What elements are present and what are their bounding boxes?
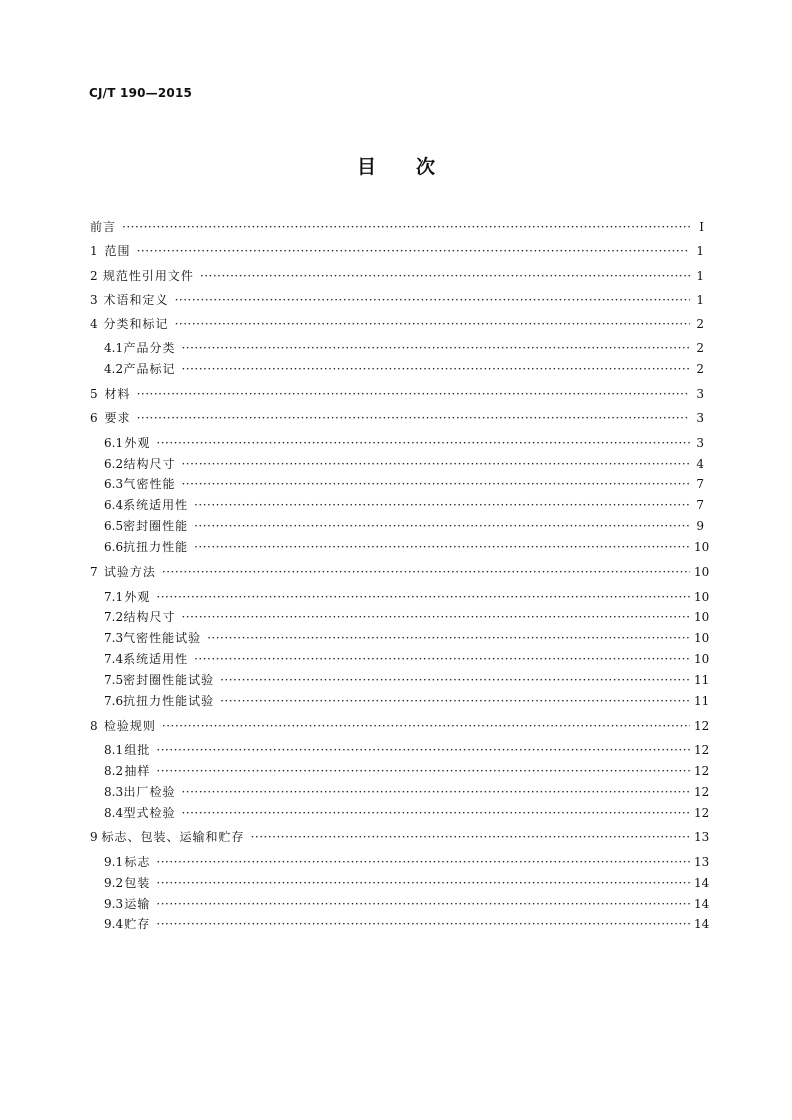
toc-subentry[interactable] (104, 476, 704, 492)
toc-leader-dots (162, 718, 690, 734)
toc-entry-label: 组批 (124, 743, 151, 757)
toc-entry[interactable] (90, 829, 710, 845)
toc-entry-label: 型式检验 (123, 806, 176, 820)
toc-entry-number: 6.6 (104, 540, 124, 554)
toc-entry-label: 分类和标记 (103, 317, 169, 331)
toc-leader-dots (181, 456, 690, 472)
toc-leader-dots (156, 875, 690, 891)
toc-entry-label: 贮存 (124, 917, 151, 931)
standard-code: CJ/T 190—2015 (89, 86, 193, 100)
toc-entry-page: Ⅰ (699, 220, 704, 234)
toc-leader-dots (181, 361, 690, 377)
toc-entry-page: 10 (694, 540, 710, 554)
toc-entry-number: 7.6 (104, 694, 124, 708)
toc-entry-page: 2 (696, 317, 704, 331)
toc-entry-page: 10 (694, 652, 710, 666)
toc-subentry[interactable] (104, 456, 704, 472)
toc-subentry[interactable] (104, 361, 704, 377)
toc-subentry[interactable] (104, 916, 710, 932)
toc-leader-dots (181, 476, 690, 492)
toc-entry-page: 7 (696, 477, 704, 491)
toc-entry-number: 4 (90, 317, 98, 331)
toc-entry-label: 密封圈性能 (123, 519, 189, 533)
toc-entry-page: 4 (696, 457, 704, 471)
toc-entry-page: 12 (694, 743, 710, 757)
toc-subentry[interactable] (104, 340, 704, 356)
toc-entry-label: 气密性能试验 (123, 631, 202, 645)
toc-entry[interactable] (90, 268, 704, 284)
toc-entry-number: 8.4 (104, 806, 124, 820)
toc-entry-page: 10 (694, 565, 710, 579)
toc-subentry[interactable] (104, 539, 710, 555)
toc-entry-label: 系统适用性 (123, 652, 189, 666)
toc-entry-label: 外观 (124, 436, 151, 450)
toc-entry-number: 9.4 (104, 917, 124, 931)
toc-subentry[interactable] (104, 854, 710, 870)
toc-entry-label: 结构尺寸 (123, 610, 176, 624)
toc-leader-dots (156, 435, 690, 451)
toc-entry-page: 12 (694, 806, 710, 820)
toc-entry-page: 12 (694, 785, 710, 799)
toc-subentry[interactable] (104, 609, 710, 625)
toc-entry-label: 抽样 (124, 764, 151, 778)
toc-subentry[interactable] (104, 784, 710, 800)
toc-entry-page: 12 (694, 719, 710, 733)
toc-entry[interactable] (90, 386, 704, 402)
toc-entry-page: 14 (694, 897, 710, 911)
toc-entry-number: 6 (90, 411, 98, 425)
toc-leader-dots (200, 268, 690, 284)
toc-subentry[interactable] (104, 875, 710, 891)
toc-leader-dots (122, 219, 690, 235)
toc-subentry[interactable] (104, 497, 704, 513)
toc-leader-dots (194, 497, 690, 513)
toc-entry-number: 7.2 (104, 610, 124, 624)
toc-leader-dots (156, 854, 690, 870)
toc-leader-dots (156, 589, 690, 605)
toc-subentry[interactable] (104, 742, 710, 758)
toc-leader-dots (156, 742, 690, 758)
toc-entry-page: 1 (696, 269, 704, 283)
toc-entry-page: 10 (694, 631, 710, 645)
toc-entry-page: 3 (696, 387, 704, 401)
toc-leader-dots (194, 651, 690, 667)
toc-entry-label: 产品分类 (123, 341, 176, 355)
toc-entry-number: 4.1 (104, 341, 124, 355)
toc-entry-label: 术语和定义 (103, 293, 169, 307)
toc-entry-page: 9 (696, 519, 704, 533)
toc-entry-page: 3 (696, 411, 704, 425)
toc-entry-number: 6.1 (104, 436, 124, 450)
toc-entry[interactable] (90, 243, 704, 259)
toc-entry-label: 外观 (124, 590, 151, 604)
toc-entry-label: 材料 (104, 387, 131, 401)
toc-entry-label: 要求 (104, 411, 131, 425)
toc-subentry[interactable] (104, 589, 710, 605)
toc-entry[interactable] (90, 292, 704, 308)
toc-subentry[interactable] (104, 896, 710, 912)
toc-entry-number: 2 (90, 269, 98, 283)
toc-entry-number: 1 (90, 244, 98, 258)
toc-entry-number: 6.4 (104, 498, 124, 512)
page-title-part1: 目 (356, 156, 376, 178)
page-title-part2: 次 (416, 156, 436, 178)
toc-entry-number: 9.3 (104, 897, 124, 911)
toc-subentry[interactable] (104, 763, 710, 779)
toc-leader-dots (162, 564, 690, 580)
toc-entry-label: 规范性引用文件 (102, 269, 194, 283)
toc-leader-dots (194, 539, 690, 555)
toc-leader-dots (156, 763, 690, 779)
toc-entry-page: 10 (694, 610, 710, 624)
toc-entry-page: 13 (694, 855, 710, 869)
toc-entry-label: 抗扭力性能试验 (123, 694, 215, 708)
toc-entry-number: 7.3 (104, 631, 124, 645)
toc-entry-page: 13 (694, 830, 710, 844)
toc-entry[interactable] (90, 718, 710, 734)
toc-entry-page: 11 (694, 673, 710, 687)
toc-entry-number: 7.5 (104, 673, 124, 687)
toc-entry-label: 系统适用性 (123, 498, 189, 512)
toc-leader-dots (220, 672, 690, 688)
toc-leader-dots (156, 916, 690, 932)
toc-leader-dots (137, 410, 690, 426)
toc-leader-dots (194, 518, 690, 534)
toc-subentry[interactable] (104, 518, 704, 534)
toc-entry-page: 1 (696, 244, 704, 258)
toc-entry-page: 11 (694, 694, 710, 708)
toc-leader-dots (137, 386, 690, 402)
toc-entry-number: 4.2 (104, 362, 124, 376)
toc-entry-label: 前言 (90, 220, 117, 234)
toc-entry-page: 7 (696, 498, 704, 512)
toc-entry-label: 运输 (124, 897, 151, 911)
toc-entry-page: 2 (696, 362, 704, 376)
toc-entry-label: 标志、包装、运输和贮存 (101, 830, 245, 844)
toc-entry-number: 3 (90, 293, 98, 307)
toc-entry[interactable] (90, 564, 710, 580)
toc-entry-page: 2 (696, 341, 704, 355)
toc-subentry[interactable] (104, 435, 704, 451)
toc-entry-label: 试验方法 (103, 565, 156, 579)
toc-entry-label: 产品标记 (123, 362, 176, 376)
toc-entry-label: 密封圈性能试验 (123, 673, 215, 687)
toc-entry-foreword[interactable] (90, 219, 704, 235)
toc-subentry[interactable] (104, 672, 710, 688)
toc-leader-dots (181, 340, 690, 356)
toc-leader-dots (251, 829, 690, 845)
toc-entry-number: 8.2 (104, 764, 124, 778)
toc-leader-dots (156, 896, 690, 912)
toc-entry-number: 9.2 (104, 876, 124, 890)
toc-entry-number: 9.1 (104, 855, 124, 869)
toc-entry-number: 7 (90, 565, 98, 579)
toc-entry-label: 检验规则 (103, 719, 156, 733)
toc-leader-dots (181, 609, 690, 625)
toc-leader-dots (175, 292, 690, 308)
toc-subentry[interactable] (104, 693, 710, 709)
toc-entry-number: 7.1 (104, 590, 124, 604)
toc-entry-number: 5 (90, 387, 98, 401)
toc-entry-label: 范围 (104, 244, 131, 258)
toc-entry-label: 抗扭力性能 (123, 540, 189, 554)
toc-subentry[interactable] (104, 805, 710, 821)
toc-leader-dots (175, 316, 690, 332)
toc-subentry[interactable] (104, 630, 710, 646)
toc-entry-number: 8.1 (104, 743, 124, 757)
toc-leader-dots (207, 630, 690, 646)
toc-entry-label: 出厂检验 (123, 785, 176, 799)
toc-leader-dots (137, 243, 690, 259)
toc-entry-page: 12 (694, 764, 710, 778)
toc-entry-number: 9 (90, 830, 98, 844)
toc-entry-page: 10 (694, 590, 710, 604)
toc-entry-label: 气密性能 (123, 477, 176, 491)
toc-entry-label: 标志 (124, 855, 151, 869)
toc-leader-dots (181, 784, 690, 800)
toc-subentry[interactable] (104, 651, 710, 667)
toc-entry[interactable] (90, 410, 704, 426)
toc-entry-number: 6.2 (104, 457, 124, 471)
toc-entry-number: 8.3 (104, 785, 124, 799)
toc-entry-page: 3 (696, 436, 704, 450)
toc-entry-number: 6.3 (104, 477, 124, 491)
toc-entry-label: 包装 (124, 876, 151, 890)
toc-leader-dots (220, 693, 690, 709)
toc-entry[interactable] (90, 316, 704, 332)
toc-entry-page: 14 (694, 876, 710, 890)
toc-leader-dots (181, 805, 690, 821)
toc-entry-number: 8 (90, 719, 98, 733)
toc-entry-page: 1 (696, 293, 704, 307)
toc-entry-page: 14 (694, 917, 710, 931)
toc-entry-number: 7.4 (104, 652, 124, 666)
toc-entry-number: 6.5 (104, 519, 124, 533)
toc-entry-label: 结构尺寸 (123, 457, 176, 471)
